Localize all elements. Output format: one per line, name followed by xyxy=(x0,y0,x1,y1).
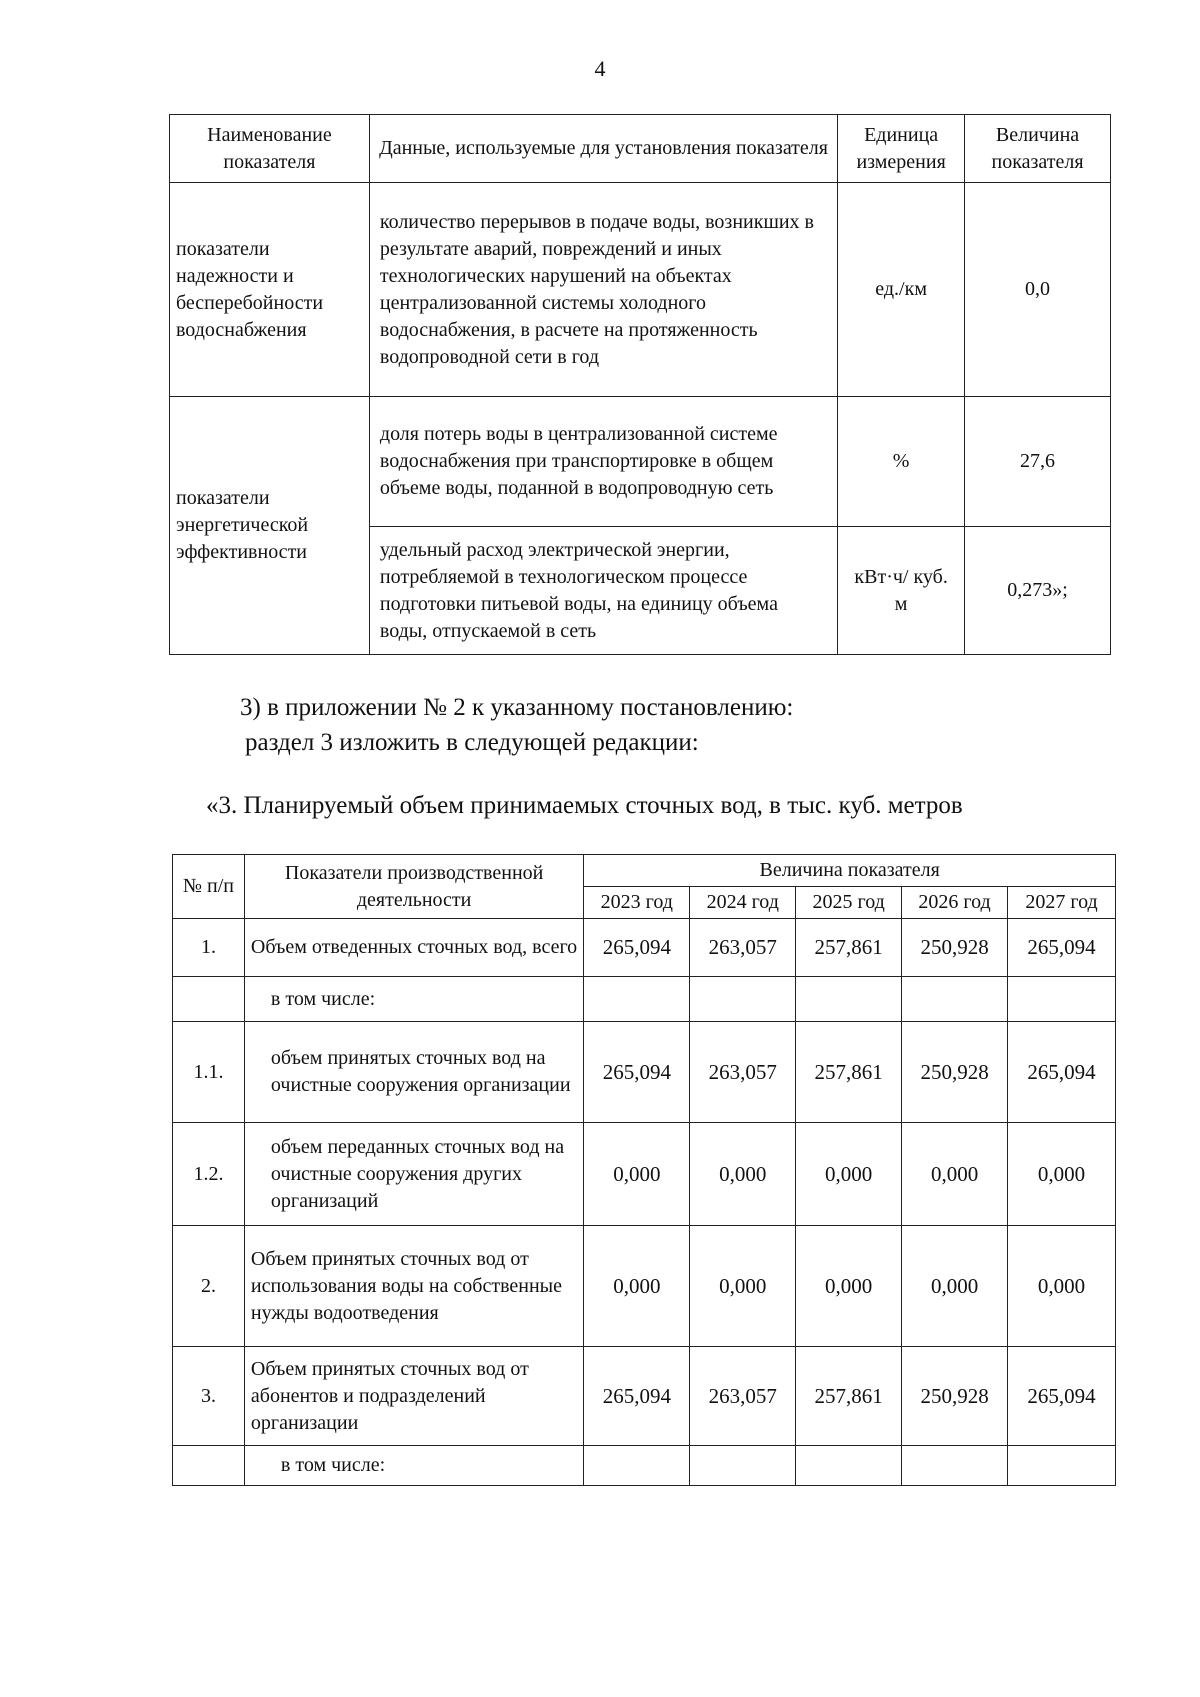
header-num: № п/п xyxy=(173,855,245,919)
row-value: 0,000 xyxy=(584,1123,690,1226)
row-value xyxy=(584,1446,690,1486)
row-value: 0,000 xyxy=(796,1123,902,1226)
row-num: 2. xyxy=(173,1226,245,1347)
table-row xyxy=(173,1446,1116,1486)
row-value xyxy=(796,1446,902,1486)
header-data-used: Данные, используемые для установления показателя xyxy=(369,115,837,183)
row-value: 0,000 xyxy=(902,1123,1008,1226)
row-num: 1.1. xyxy=(173,1022,245,1123)
row-value xyxy=(690,977,796,1022)
row-value: 0,000 xyxy=(902,1226,1008,1347)
section-heading: «3. Планируемый объем принимаемых сточных вод, в тыс. куб. метров xyxy=(206,792,963,819)
table-row xyxy=(173,919,1116,977)
header-value-group: Величина показателя xyxy=(584,855,1116,887)
row-value: 0,273»; xyxy=(965,527,1111,655)
row-value: 263,057 xyxy=(690,1022,796,1123)
row-value xyxy=(902,977,1008,1022)
wastewater-table xyxy=(172,854,1116,1486)
row-label: Объем отведенных сточных вод, всего xyxy=(244,919,583,977)
row-unit: кВт·ч/ куб. м xyxy=(838,527,965,655)
row-value xyxy=(690,1446,796,1486)
row-value: 250,928 xyxy=(902,919,1008,977)
table-row xyxy=(170,183,1111,397)
row-value: 265,094 xyxy=(1008,1022,1116,1123)
row-value: 265,094 xyxy=(1008,919,1116,977)
row-label: объем переданных сточных вод на очистные сооружения других организаций xyxy=(244,1123,583,1226)
row-value: 0,000 xyxy=(690,1123,796,1226)
header-indicator-name: Наименование показателя xyxy=(170,115,370,183)
row-value: 0,000 xyxy=(584,1226,690,1347)
table-row xyxy=(173,1226,1116,1347)
row-value xyxy=(796,977,902,1022)
group-name: показатели энергетической эффективности xyxy=(170,397,370,655)
row-num: 1. xyxy=(173,919,245,977)
row-value: 27,6 xyxy=(965,397,1111,527)
header-year: 2025 год xyxy=(796,887,902,919)
indicators-table xyxy=(169,114,1111,655)
row-value: 0,000 xyxy=(1008,1226,1116,1347)
amendment-instruction: раздел 3 изложить в следующей редакции: xyxy=(245,729,699,756)
row-value xyxy=(902,1446,1008,1486)
group-name: показатели надежности и бесперебойности водоснабжения xyxy=(170,183,370,397)
table-row xyxy=(170,397,1111,527)
row-value xyxy=(584,977,690,1022)
row-value: 257,861 xyxy=(796,1022,902,1123)
header-value: Величина показателя xyxy=(965,115,1111,183)
row-label: в том числе: xyxy=(244,977,583,1022)
row-unit: % xyxy=(838,397,965,527)
row-value xyxy=(1008,1446,1116,1486)
row-value: 265,094 xyxy=(1008,1347,1116,1446)
row-value: 250,928 xyxy=(902,1022,1008,1123)
row-label: в том числе: xyxy=(244,1446,583,1486)
row-unit: ед./км xyxy=(838,183,965,397)
row-data: количество перерывов в подаче воды, возникших в результате аварий, повреждений и иных технологических нарушений на объектах централизованной системы холодного водоснабжения, в расчете на протяженность водопроводной сети в год xyxy=(369,183,837,397)
amendment-paragraph: 3) в приложении № 2 к указанному постановлению: xyxy=(240,694,794,721)
header-year: 2023 год xyxy=(584,887,690,919)
header-year: 2027 год xyxy=(1008,887,1116,919)
header-year: 2026 год xyxy=(902,887,1008,919)
table-row xyxy=(173,977,1116,1022)
page-number: 4 xyxy=(594,56,606,81)
row-value: 265,094 xyxy=(584,1347,690,1446)
row-data: удельный расход электрической энергии, потребляемой в технологическом процессе подготовки питьевой воды, на единицу объема воды, отпускаемой в сеть xyxy=(369,527,837,655)
row-num: 1.2. xyxy=(173,1123,245,1226)
row-value: 265,094 xyxy=(584,919,690,977)
row-label: Объем принятых сточных вод от использования воды на собственные нужды водоотведения xyxy=(244,1226,583,1347)
row-data: доля потерь воды в централизованной системе водоснабжения при транспортировке в общем объеме воды, поданной в водопроводную сеть xyxy=(369,397,837,527)
row-label: объем принятых сточных вод на очистные сооружения организации xyxy=(244,1022,583,1123)
header-year: 2024 год xyxy=(690,887,796,919)
row-value: 265,094 xyxy=(584,1022,690,1123)
row-value: 263,057 xyxy=(690,1347,796,1446)
table-row xyxy=(173,1123,1116,1226)
table-row xyxy=(173,1347,1116,1446)
table-row xyxy=(173,1022,1116,1123)
header-unit: Единица измерения xyxy=(838,115,965,183)
row-num: 3. xyxy=(173,1347,245,1446)
row-value: 0,000 xyxy=(690,1226,796,1347)
row-value: 257,861 xyxy=(796,1347,902,1446)
row-value: 0,0 xyxy=(965,183,1111,397)
row-value: 257,861 xyxy=(796,919,902,977)
row-value: 263,057 xyxy=(690,919,796,977)
row-value xyxy=(1008,977,1116,1022)
row-label: Объем принятых сточных вод от абонентов и подразделений организации xyxy=(244,1347,583,1446)
row-num xyxy=(173,977,245,1022)
row-value: 0,000 xyxy=(1008,1123,1116,1226)
row-num xyxy=(173,1446,245,1486)
header-indicator: Показатели производственной деятельности xyxy=(244,855,583,919)
row-value: 250,928 xyxy=(902,1347,1008,1446)
row-value: 0,000 xyxy=(796,1226,902,1347)
